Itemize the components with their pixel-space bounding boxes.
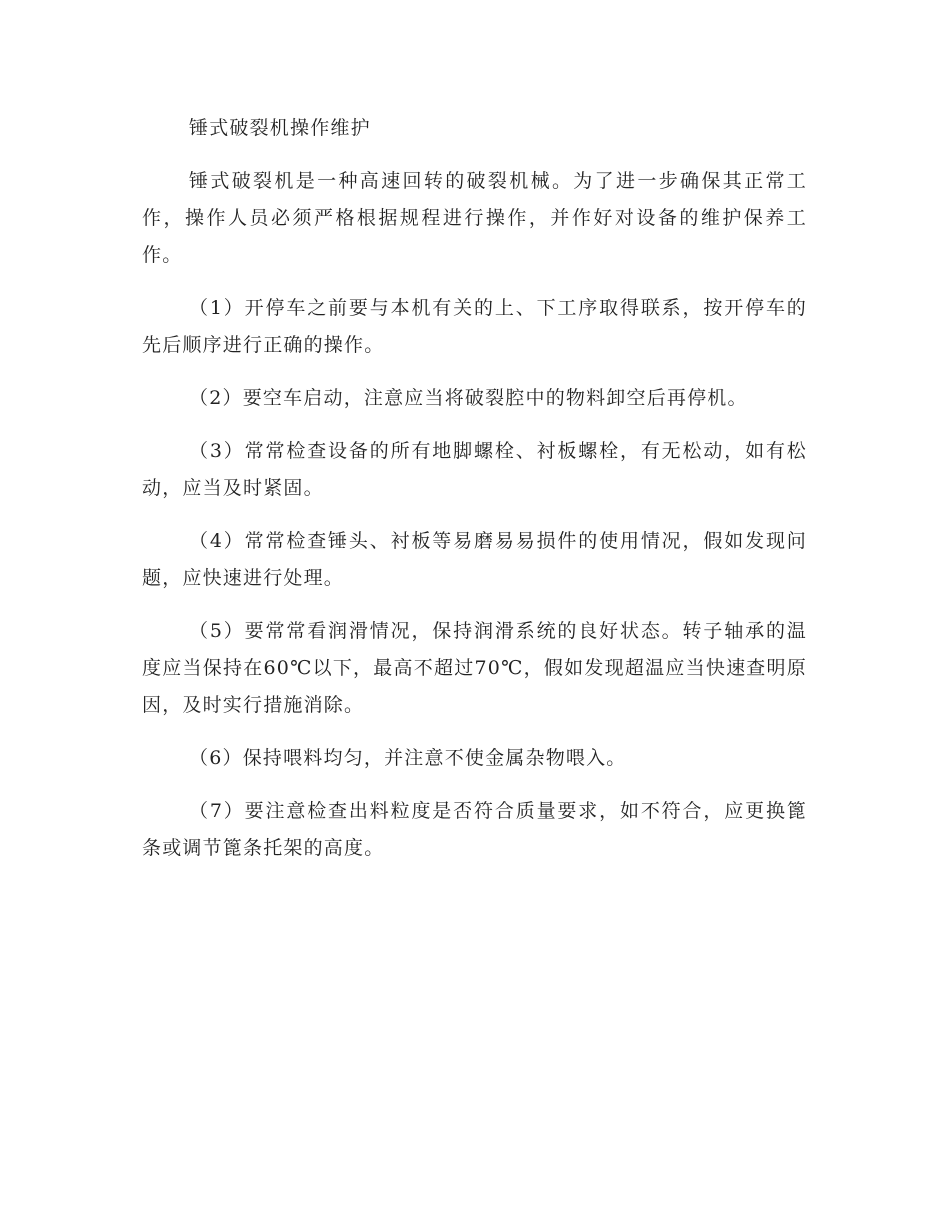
document-body bbox=[142, 110, 807, 883]
intro-paragraph: 锤式破裂机是一种高速回转的破裂机械。为了进一步确保其正常工作，操作人员必须严格根据规程进行操作，并作好对设备的维护保养工作。 bbox=[142, 170, 807, 266]
list-item: （4）常常检查锤头、衬板等易磨易易损件的使用情况，假如发现问题，应快速进行处理。 bbox=[142, 530, 807, 589]
list-item: （2）要空车启动，注意应当将破裂腔中的物料卸空后再停机。 bbox=[189, 387, 748, 409]
list-item: （1）开停车之前要与本机有关的上、下工序取得联系，按开停车的先后顺序进行正确的操作。 bbox=[142, 297, 807, 356]
document-title: 锤式破裂机操作维护 bbox=[189, 117, 371, 139]
list-item: （7）要注意检查出料粒度是否符合质量要求，如不符合，应更换篦条或调节篦条托架的高度。 bbox=[142, 800, 807, 859]
list-item: （3）常常检查设备的所有地脚螺栓、衬板螺栓，有无松动，如有松动，应当及时紧固。 bbox=[142, 440, 807, 499]
list-item: （6）保持喂料均匀，并注意不使金属杂物喂入。 bbox=[189, 747, 627, 769]
list-item: （5）要常常看润滑情况，保持润滑系统的良好状态。转子轴承的温度应当保持在60℃以下，最高不超过70℃，假如发现超温应当快速查明原因，及时实行措施消除。 bbox=[142, 620, 807, 716]
